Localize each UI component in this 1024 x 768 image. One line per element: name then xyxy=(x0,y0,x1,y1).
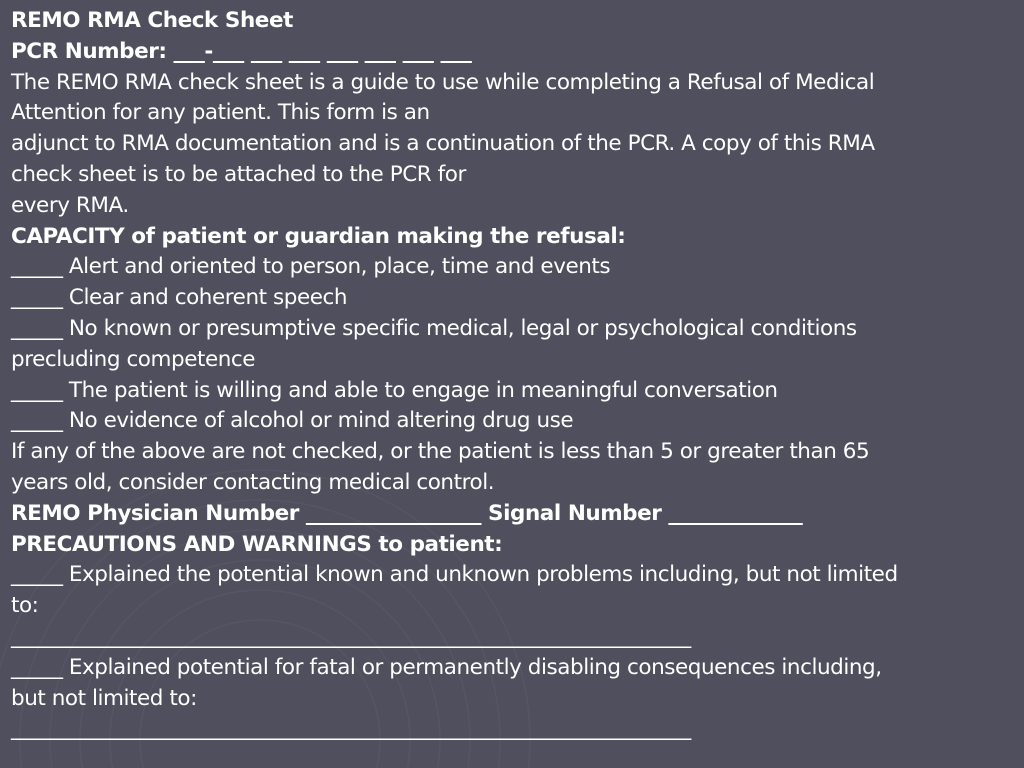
text-line-11: _____ No known or presumptive specific medical, legal or psychological conditions xyxy=(11,315,857,341)
check-sheet-text xyxy=(11,6,1011,745)
text-line-8: CAPACITY of patient or guardian making the refusal: xyxy=(11,223,626,249)
text-line-19: _____ Explained the potential known and unknown problems including, but not limited xyxy=(11,562,898,588)
text-line-17: REMO Physician Number _________________ Signal Number _____________ xyxy=(11,500,803,526)
text-line-21: __________________________________________________________________ xyxy=(11,623,691,649)
text-line-22: _____ Explained potential for fatal or permanently disabling consequences including, xyxy=(11,654,882,680)
text-line-9: _____ Alert and oriented to person, place, time and events xyxy=(11,254,611,280)
text-line-6: check sheet is to be attached to the PCR for xyxy=(11,161,466,187)
text-line-3: The REMO RMA check sheet is a guide to use while completing a Refusal of Medical xyxy=(11,69,875,95)
text-line-4: Attention for any patient. This form is an xyxy=(11,100,430,126)
text-line-12: precluding competence xyxy=(11,346,256,372)
text-line-14: _____ No evidence of alcohol or mind altering drug use xyxy=(11,408,574,434)
text-line-24: __________________________________________________________________ xyxy=(11,716,691,742)
text-line-18: PRECAUTIONS AND WARNINGS to patient: xyxy=(11,531,503,557)
text-line-7: every RMA. xyxy=(11,192,129,218)
text-line-20: to: xyxy=(11,593,39,619)
text-line-10: _____ Clear and coherent speech xyxy=(11,285,348,311)
text-line-1: REMO RMA Check Sheet xyxy=(11,8,293,33)
text-line-15: If any of the above are not checked, or the patient is less than 5 or greater than 65 xyxy=(11,439,870,465)
text-line-16: years old, consider contacting medical control. xyxy=(11,469,495,495)
text-line-23: but not limited to: xyxy=(11,685,197,711)
text-line-5: adjunct to RMA documentation and is a continuation of the PCR. A copy of this RMA xyxy=(11,131,875,157)
text-line-2: PCR Number: ___-___ ___ ___ ___ ___ ___ ___ xyxy=(11,38,472,64)
text-line-13: _____ The patient is willing and able to engage in meaningful conversation xyxy=(11,377,778,403)
